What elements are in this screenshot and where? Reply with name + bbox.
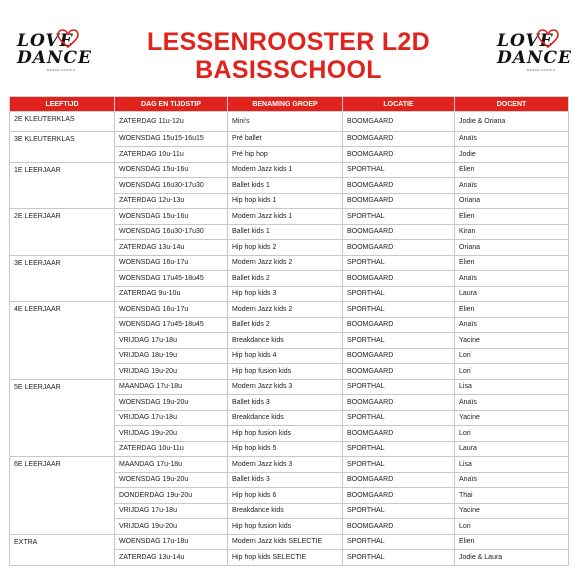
column-header-dag-en-tijdstip: DAG EN TIJDSTIP (115, 97, 228, 112)
table-row (10, 534, 569, 550)
day-time-cell: ZATERDAG 10u-11u (115, 441, 228, 457)
location-cell: BOOMGAARD (343, 271, 455, 287)
teacher-cell: Lori (455, 348, 569, 364)
day-time-cell: ZATERDAG 10u-11u (115, 147, 228, 163)
group-name-cell: Ballet kids 1 (228, 224, 343, 240)
page-title: LESSENROOSTER L2D (147, 28, 430, 56)
group-name-cell: Pré ballet (228, 131, 343, 147)
page-subtitle: BASISSCHOOL (195, 56, 382, 84)
day-time-cell: VRIJDAG 18u-19u (115, 348, 228, 364)
day-time-cell: WOENSDAG 16u30-17u30 (115, 178, 228, 194)
location-cell: SPORTHAL (343, 333, 455, 349)
location-cell: BOOMGAARD (343, 426, 455, 442)
location-cell: BOOMGAARD (343, 112, 455, 132)
column-header-locatie: LOCATIE (343, 97, 455, 112)
day-time-cell: VRIJDAG 17u-18u (115, 410, 228, 426)
group-name-cell: Hip hop fusion kids (228, 519, 343, 535)
age-group-cell: 6E LEERJAAR (10, 457, 115, 535)
day-time-cell: WOENSDAG 19u-20u (115, 395, 228, 411)
table-row (10, 255, 569, 271)
teacher-cell: Lori (455, 519, 569, 535)
logo-line-1: LOVE (17, 31, 74, 51)
day-time-cell: WOENSDAG 19u-20u (115, 472, 228, 488)
table-row (10, 162, 569, 178)
teacher-cell: Elien (455, 162, 569, 178)
location-cell: BOOMGAARD (343, 240, 455, 256)
day-time-cell: VRIJDAG 17u-18u (115, 503, 228, 519)
teacher-cell: Anaïs (455, 131, 569, 147)
group-name-cell: Hip hop kids 2 (228, 240, 343, 256)
table-row (10, 131, 569, 147)
age-group-cell: EXTRA (10, 534, 115, 565)
location-cell: SPORTHAL (343, 503, 455, 519)
age-group-cell: 5E LEERJAAR (10, 379, 115, 457)
teacher-cell: Laura (455, 441, 569, 457)
day-time-cell: WOENSDAG 17u45-18u45 (115, 317, 228, 333)
table-row (10, 302, 569, 318)
location-cell: BOOMGAARD (343, 395, 455, 411)
day-time-cell: ZATERDAG 11u-12u (115, 112, 228, 132)
day-time-cell: ZATERDAG 13u-14u (115, 550, 228, 566)
teacher-cell: Anaïs (455, 178, 569, 194)
teacher-cell: Jodie & Laura (455, 550, 569, 566)
group-name-cell: Modern Jazz kids 3 (228, 457, 343, 473)
day-time-cell: WOENSDAG 16u30-17u30 (115, 224, 228, 240)
location-cell: SPORTHAL (343, 534, 455, 550)
age-group-cell: 1E LEERJAAR (10, 162, 115, 209)
age-group-cell: 3E LEERJAAR (10, 255, 115, 302)
table-row (10, 112, 569, 132)
logo-line-2: DANCE (497, 48, 572, 68)
group-name-cell: Hip hop fusion kids (228, 364, 343, 380)
day-time-cell: DONDERDAG 19u-20u (115, 488, 228, 504)
teacher-cell: Lori (455, 426, 569, 442)
table-row (10, 457, 569, 473)
location-cell: BOOMGAARD (343, 472, 455, 488)
location-cell: SPORTHAL (343, 379, 455, 395)
group-name-cell: Hip hop kids 5 (228, 441, 343, 457)
location-cell: BOOMGAARD (343, 317, 455, 333)
teacher-cell: Lori (455, 364, 569, 380)
teacher-cell: Anaïs (455, 472, 569, 488)
day-time-cell: MAANDAG 17u-18u (115, 457, 228, 473)
column-header-benaming-groep: BENAMING GROEP (228, 97, 343, 112)
teacher-cell: Thai (455, 488, 569, 504)
group-name-cell: Ballet kids 2 (228, 271, 343, 287)
teacher-cell: Elien (455, 302, 569, 318)
page-header (0, 0, 577, 92)
teacher-cell: Jodie & Oriana (455, 112, 569, 132)
teacher-cell: Elien (455, 255, 569, 271)
location-cell: BOOMGAARD (343, 178, 455, 194)
group-name-cell: Breakdance kids (228, 410, 343, 426)
group-name-cell: Mini's (228, 112, 343, 132)
location-cell: SPORTHAL (343, 286, 455, 302)
teacher-cell: Yacine (455, 503, 569, 519)
location-cell: SPORTHAL (343, 457, 455, 473)
location-cell: BOOMGAARD (343, 193, 455, 209)
location-cell: BOOMGAARD (343, 131, 455, 147)
group-name-cell: Modern Jazz kids 1 (228, 209, 343, 225)
teacher-cell: Lisa (455, 379, 569, 395)
location-cell: SPORTHAL (343, 162, 455, 178)
location-cell: BOOMGAARD (343, 147, 455, 163)
group-name-cell: Pré hip hop (228, 147, 343, 163)
group-name-cell: Modern Jazz kids 1 (228, 162, 343, 178)
teacher-cell: Jodie (455, 147, 569, 163)
day-time-cell: ZATERDAG 13u-14u (115, 240, 228, 256)
logo-subtitle: DANCE STUDIO (47, 68, 76, 72)
location-cell: BOOMGAARD (343, 348, 455, 364)
location-cell: SPORTHAL (343, 255, 455, 271)
group-name-cell: Ballet kids 1 (228, 178, 343, 194)
table-header-row (10, 97, 569, 112)
group-name-cell: Breakdance kids (228, 333, 343, 349)
group-name-cell: Modern Jazz kids SELECTIE (228, 534, 343, 550)
teacher-cell: Oriana (455, 240, 569, 256)
day-time-cell: VRIJDAG 19u-20u (115, 519, 228, 535)
table-row (10, 379, 569, 395)
location-cell: SPORTHAL (343, 441, 455, 457)
age-group-cell: 2E KLEUTERKLAS (10, 112, 115, 132)
day-time-cell: WOENSDAG 15u15-16u15 (115, 131, 228, 147)
day-time-cell: WOENSDAG 16u-17u (115, 255, 228, 271)
location-cell: BOOMGAARD (343, 364, 455, 380)
group-name-cell: Modern Jazz kids 2 (228, 302, 343, 318)
day-time-cell: VRIJDAG 19u-20u (115, 364, 228, 380)
logo-line-2: DANCE (17, 48, 92, 68)
age-group-cell: 2E LEERJAAR (10, 209, 115, 256)
schedule-table (9, 96, 569, 566)
age-group-cell: 3E KLEUTERKLAS (10, 131, 115, 162)
location-cell: BOOMGAARD (343, 224, 455, 240)
love-2-dance-logo (487, 27, 572, 75)
group-name-cell: Modern Jazz kids 2 (228, 255, 343, 271)
teacher-cell: Lisa (455, 457, 569, 473)
group-name-cell: Hip hop kids 6 (228, 488, 343, 504)
group-name-cell: Ballet kids 2 (228, 317, 343, 333)
day-time-cell: WOENSDAG 16u-17u (115, 302, 228, 318)
logo-line-1: LOVE (497, 31, 554, 51)
group-name-cell: Ballet kids 3 (228, 395, 343, 411)
column-header-docent: DOCENT (455, 97, 569, 112)
teacher-cell: Oriana (455, 193, 569, 209)
teacher-cell: Yacine (455, 333, 569, 349)
teacher-cell: Anaïs (455, 395, 569, 411)
day-time-cell: ZATERDAG 9u-10u (115, 286, 228, 302)
location-cell: BOOMGAARD (343, 488, 455, 504)
group-name-cell: Modern Jazz kids 3 (228, 379, 343, 395)
group-name-cell: Breakdance kids (228, 503, 343, 519)
day-time-cell: WOENSDAG 15u-16u (115, 162, 228, 178)
teacher-cell: Yacine (455, 410, 569, 426)
teacher-cell: Kiran (455, 224, 569, 240)
teacher-cell: Elien (455, 534, 569, 550)
day-time-cell: VRIJDAG 17u-18u (115, 333, 228, 349)
group-name-cell: Hip hop kids 4 (228, 348, 343, 364)
teacher-cell: Laura (455, 286, 569, 302)
group-name-cell: Hip hop kids 3 (228, 286, 343, 302)
location-cell: SPORTHAL (343, 209, 455, 225)
age-group-cell: 4E LEERJAAR (10, 302, 115, 380)
location-cell: SPORTHAL (343, 302, 455, 318)
schedule-body (10, 112, 569, 566)
teacher-cell: Anaïs (455, 271, 569, 287)
group-name-cell: Hip hop fusion kids (228, 426, 343, 442)
day-time-cell: WOENSDAG 15u-16u (115, 209, 228, 225)
location-cell: SPORTHAL (343, 550, 455, 566)
location-cell: BOOMGAARD (343, 519, 455, 535)
day-time-cell: WOENSDAG 17u45-18u45 (115, 271, 228, 287)
group-name-cell: Ballet kids 3 (228, 472, 343, 488)
heart-icon (537, 29, 559, 49)
day-time-cell: ZATERDAG 12u-13u (115, 193, 228, 209)
column-header-leeftijd: LEEFTIJD (10, 97, 115, 112)
group-name-cell: Hip hop kids 1 (228, 193, 343, 209)
teacher-cell: Anaïs (455, 317, 569, 333)
group-name-cell: Hip hop kids SELECTIE (228, 550, 343, 566)
day-time-cell: WOENSDAG 17u-18u (115, 534, 228, 550)
teacher-cell: Elien (455, 209, 569, 225)
location-cell: SPORTHAL (343, 410, 455, 426)
day-time-cell: VRIJDAG 19u-20u (115, 426, 228, 442)
table-row (10, 209, 569, 225)
day-time-cell: MAANDAG 17u-18u (115, 379, 228, 395)
logo-subtitle: DANCE STUDIO (527, 68, 556, 72)
